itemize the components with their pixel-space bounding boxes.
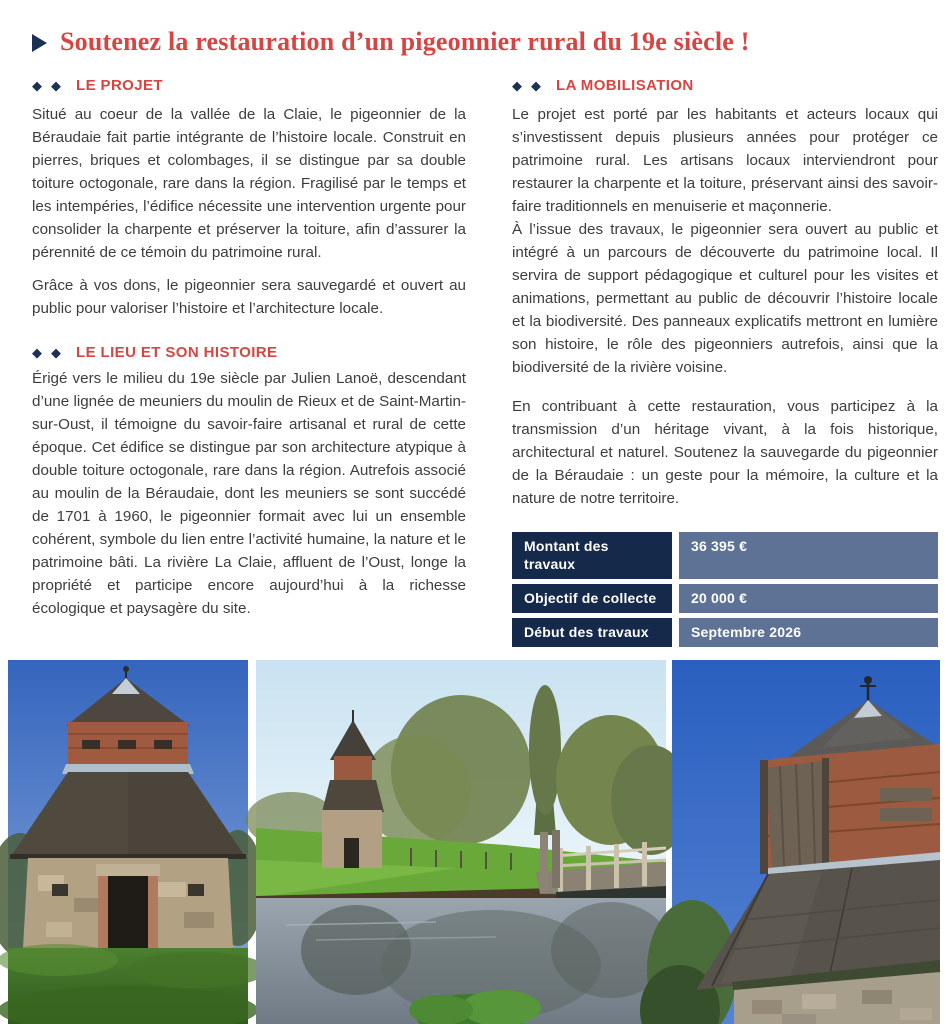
grass	[0, 944, 268, 1024]
table-label: Objectif de collecte	[512, 584, 672, 613]
paragraph: Le projet est porté par les habitants et acteurs locaux qui s’investissent depuis plusieurs années pour protéger ce patrimoine rural. Les artisans locaux interviendront pour restaurer la charpente et la toiture, préservant ainsi des savoir-faire traditionnels en menuiserie et maçonnerie.	[512, 106, 938, 215]
table-value: 20 000 €	[679, 584, 938, 613]
table-value: Septembre 2026	[679, 618, 938, 647]
page-title: Soutenez la restauration d’un pigeonnier rural du 19e siècle !	[60, 27, 750, 56]
section-heading-la-mobilisation	[512, 77, 938, 94]
paragraph: À l’issue des travaux, le pigeonnier sera ouvert au public et intégré à un parcours de découverte du patrimoine local. Il servira de support pédagogique et culturel pour les visites et animations, permettant au public de découvrir l’histoire locale et la biodiversité. Des panneaux explicatifs mettront en lumière son histoire, le rôle des pigeonniers autrefois, ainsi que la biodiversité de la rivière voisine.	[512, 221, 938, 376]
diamond-icon: ◆	[32, 345, 42, 360]
photo-pigeonnier-roof-detail	[672, 660, 940, 1024]
right-column	[512, 77, 938, 643]
paragraph: Érigé vers le milieu du 19e siècle par Julien Lanoë, descendant d’une lignée de meuniers du moulin de Rieux et de Saint-Martin-sur-Oust, il témoigne du savoir-faire artisanal et rural de cette époque. Cet édifice se distingue par son architecture atypique à double toiture octogonale, rare dans la région. Autrefois associé au moulin de la Béraudaie, dont les meuniers se sont succédé de 1701 à 1960, le pigeonnier formait avec lui un ensemble cohérent, symbole du lien entre l’activité humaine, la nature et le patrimoine bâti. La rivière La Claie, affluent de l’Oust, longe la propriété et participe encore aujourd’hui à la richesse écologique et paysagère du site.	[32, 370, 466, 617]
photo-pigeonnier-front	[8, 660, 248, 1024]
section-title: LE LIEU ET SON HISTOIRE	[76, 344, 278, 361]
page-header	[0, 0, 952, 57]
diamond-icon: ◆	[531, 78, 541, 93]
paragraph: Grâce à vos dons, le pigeonnier sera sauvegardé et ouvert au public pour valoriser l’histoire et l’architecture locale.	[32, 277, 466, 317]
section-title: LE PROJET	[76, 77, 163, 94]
arrow-icon	[32, 34, 47, 52]
photo-strip	[0, 660, 952, 1024]
diamond-icon: ◆	[51, 345, 61, 360]
diamond-icon: ◆	[51, 78, 61, 93]
diamond-icon: ◆	[32, 78, 42, 93]
diamond-icon: ◆	[512, 78, 522, 93]
table-row	[512, 532, 938, 579]
table-label: Montant des travaux	[512, 532, 672, 579]
section-heading-le-projet	[32, 77, 466, 94]
table-row	[512, 618, 938, 647]
left-column	[32, 77, 466, 643]
table-value: 36 395 €	[679, 532, 938, 579]
content-columns	[0, 57, 952, 643]
section-heading-le-lieu	[32, 344, 466, 361]
paragraph: En contribuant à cette restauration, vous participez à la transmission d’un héritage vivant, à la fois historique, architectural et naturel. Soutenez la sauvegarde du pigeonnier de la Béraudaie : un geste pour la mémoire, la culture et la nature de notre territoire.	[512, 398, 938, 507]
table-row	[512, 584, 938, 613]
photo-pigeonnier-riverside-landscape	[256, 660, 666, 1024]
table-label: Début des travaux	[512, 618, 672, 647]
paragraph: Situé au coeur de la vallée de la Claie, le pigeonnier de la Béraudaie fait partie intégrante de l’histoire locale. Construit en pierres, briques et colombages, il se distingue par sa double toiture octogonale, rare dans la région. Fragilisé par le temps et les intempéries, l’édifice nécessite une intervention urgente pour consolider la charpente et préserver la toiture, afin d’assurer la pérennité de ce témoin du patrimoine rural.	[32, 106, 466, 261]
section-title: LA MOBILISATION	[556, 77, 694, 94]
funding-table	[512, 532, 938, 647]
